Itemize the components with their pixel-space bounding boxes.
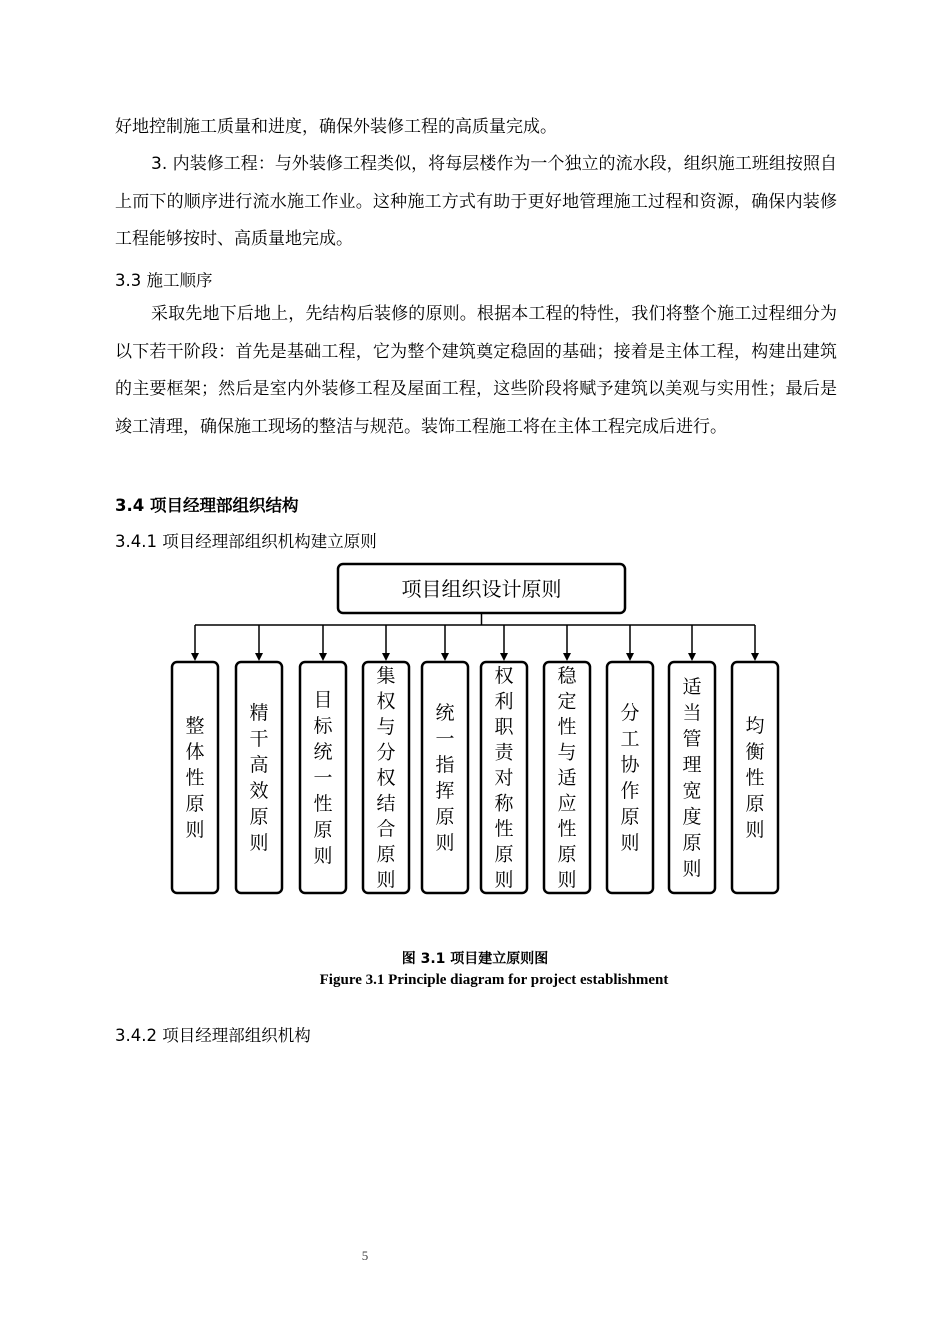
arrow-head-icon	[688, 653, 696, 661]
arrow-head-icon	[500, 653, 508, 661]
section-heading-3-4-2: 3.4.2 项目经理部组织机构	[115, 1026, 311, 1045]
diagram-root-node	[338, 564, 625, 613]
diagram-child-node	[236, 625, 282, 893]
para-2: 3. 内装修工程：与外装修工程类似，将每层楼作为一个独立的流水段，组织施工班组按照自上而下的顺序进行流水施工作业。这种施工方式有助于更好地管理施工过程和资源，确保内装修工程能够按时、高质量地完成。	[115, 154, 837, 249]
diagram-child-node	[732, 625, 778, 893]
diagram-root-label: 项目组织设计原则	[401, 577, 562, 601]
diagram-connectors	[195, 613, 755, 625]
diagram-child-node	[422, 625, 468, 893]
section-heading-3-3: 3.3 施工顺序	[115, 271, 213, 290]
diagram-child-label: 整体性原则	[185, 715, 205, 842]
diagram-child-node	[607, 625, 653, 893]
diagram-child-label: 分工协作原则	[620, 702, 640, 855]
diagram-child-node	[544, 625, 590, 893]
diagram-child-label: 精干高效原则	[249, 702, 269, 855]
arrow-head-icon	[319, 653, 327, 661]
figure-caption-chinese: 图 3.1 项目建立原则图	[401, 951, 549, 967]
diagram-boxes	[172, 564, 778, 893]
figure-caption-english: Figure 3.1 Principle diagram for project establishment	[319, 972, 669, 988]
diagram-child-label: 稳定性与适应性原则	[557, 665, 577, 892]
arrow-head-icon	[382, 653, 390, 661]
arrow-head-icon	[751, 653, 759, 661]
diagram-child-label: 目标统一性原则	[313, 689, 333, 868]
diagram-child-node	[172, 625, 218, 893]
page-number: 5	[361, 1248, 369, 1263]
section-heading-3-4: 3.4 项目经理部组织结构	[115, 496, 299, 515]
section-heading-3-4-1: 3.4.1 项目经理部组织机构建立原则	[115, 532, 377, 551]
para-3: 采取先地下后地上，先结构后装修的原则。根据本工程的特性，我们将整个施工过程细分为以下若干阶段：首先是基础工程，它为整个建筑奠定稳固的基础；接着是主体工程，构建出建筑的主要框架；然后是室内外装修工程及屋面工程，这些阶段将赋予建筑以美观与实用性；最后是竣工清理，确保施工现场的整洁与规范。装饰工程施工将在主体工程完成后进行。	[115, 304, 837, 437]
arrow-head-icon	[441, 653, 449, 661]
diagram-child-node	[669, 625, 715, 893]
diagram-child-node	[363, 625, 409, 893]
arrow-head-icon	[563, 653, 571, 661]
para-1: 好地控制施工质量和进度，确保外装修工程的高质量完成。	[115, 117, 557, 137]
diagram-child-node	[481, 625, 527, 893]
arrow-head-icon	[626, 653, 634, 661]
arrow-head-icon	[191, 653, 199, 661]
diagram-child-label: 均衡性原则	[745, 715, 765, 842]
arrow-head-icon	[255, 653, 263, 661]
diagram-child-label: 权利职责对称性原则	[494, 665, 514, 892]
diagram-child-label: 集权与分权结合原则	[376, 665, 396, 892]
diagram-child-label: 统一指挥原则	[435, 702, 455, 855]
diagram-child-node	[300, 625, 346, 893]
diagram-child-label: 适当管理宽度原则	[682, 676, 702, 881]
